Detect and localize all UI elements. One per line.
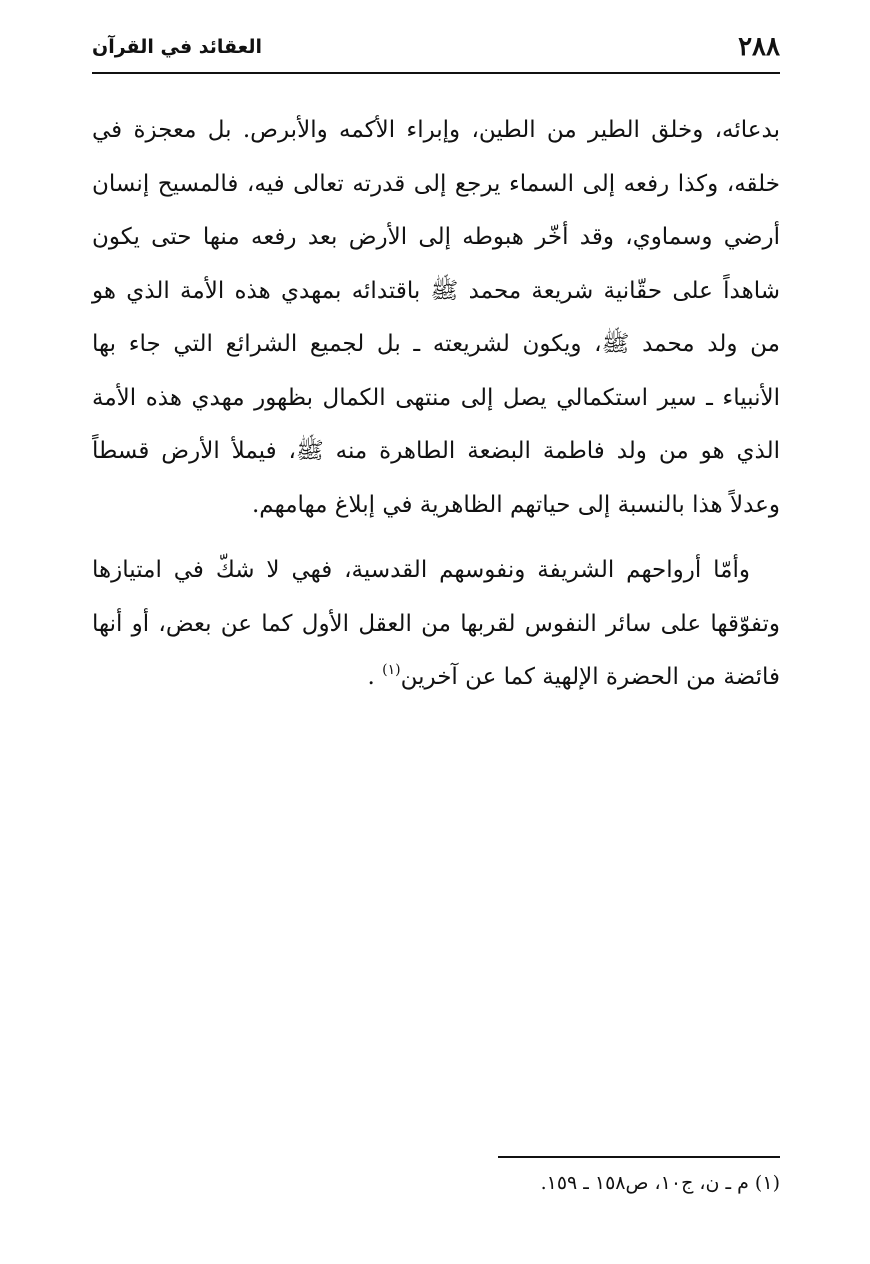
- footnote-marker[interactable]: (١): [382, 662, 401, 678]
- paragraph: [92, 544, 780, 705]
- header-divider: [92, 72, 780, 74]
- footnote-divider: [498, 1156, 780, 1158]
- footnote: (١) م ـ ن، ج١٠، ص١٥٨ ـ ١٥٩.: [540, 1172, 780, 1194]
- paragraph-end: .: [367, 664, 383, 690]
- running-title: العقائد في القرآن: [92, 36, 263, 58]
- paragraph-text: وأمّا أرواحهم الشريفة ونفوسهم القدسية، فهي لا شكّ في امتيازها وتفوّقها على سائر النفوس لقربها من العقل الأول كما عن بعض، أو أنها فائضة من الحضرة الإلهية كما عن آخرين: [92, 557, 780, 690]
- page-header: [92, 30, 780, 72]
- page-number: ٢٨٨: [738, 32, 780, 62]
- paragraph: بدعائه، وخلق الطير من الطين، وإبراء الأكمه والأبرص. بل معجزة في خلقه، وكذا رفعه إلى السماء يرجع إلى قدرته تعالى فيه، فالمسيح إنسان أرضي وسماوي، وقد أخّر هبوطه إلى الأرض بعد رفعه منها حتى يكون شاهداً على حقّانية شريعة محمد ﷺ باقتدائه بمهدي هذه الأمة الذي هو من ولد محمد ﷺ، ويكون لشريعته ـ بل لجميع الشرائع التي جاء بها الأنبياء ـ سير استكمالي يصل إلى منتهى الكمال بظهور مهدي هذه الأمة الذي هو من ولد فاطمة البضعة الطاهرة منه ﷺ، فيملأ الأرض قسطاً وعدلاً هذا بالنسبة إلى حياتهم الظاهرية في إبلاغ مهامهم.: [92, 117, 780, 518]
- main-text: [92, 104, 780, 705]
